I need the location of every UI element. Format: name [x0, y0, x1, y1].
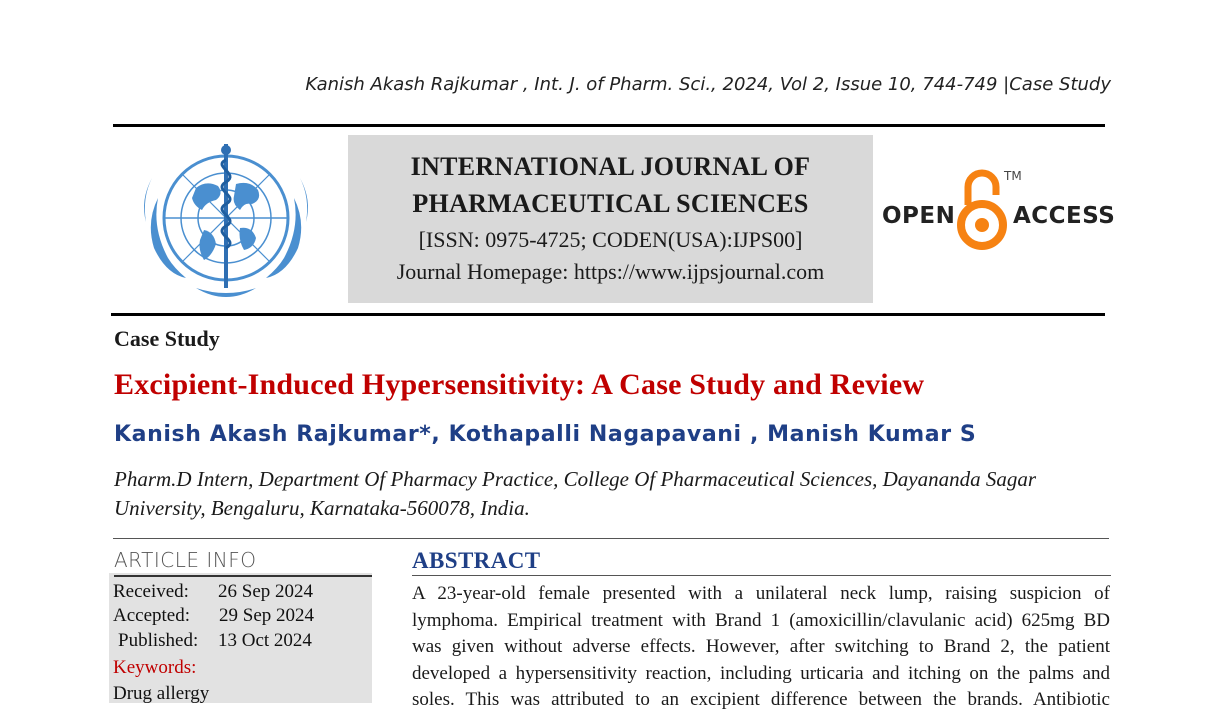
- open-access-tm: TM: [1004, 169, 1022, 183]
- published-row: [118, 630, 312, 652]
- accepted-date: 29 Sep 2024: [219, 605, 314, 626]
- keywords-label: Keywords:: [113, 657, 197, 678]
- header-rule-bottom: [111, 313, 1105, 316]
- abstract-line: A 23-year-old female presented with a unilateral neck lump, raising suspicion of: [412, 583, 1110, 604]
- affiliation-divider: [113, 538, 1109, 539]
- journal-name-line1: INTERNATIONAL JOURNAL OF: [410, 152, 811, 181]
- journal-homepage[interactable]: Journal Homepage: https://www.ijpsjournal.com: [396, 259, 825, 284]
- accepted-row: [113, 605, 314, 627]
- abstract-rule: [412, 575, 1111, 576]
- journal-banner: [348, 135, 873, 303]
- running-head: Kanish Akash Rajkumar , Int. J. of Pharm. Sci., 2024, Vol 2, Issue 10, 744-749 |Case Study: [305, 74, 1111, 95]
- open-access-lock-icon: [956, 167, 1008, 251]
- accepted-label: Accepted:: [113, 605, 191, 626]
- abstract-line: soles. This was attributed to an excipient difference between the brands. Antibiotic: [412, 689, 1110, 710]
- article-section-label: Case Study: [114, 326, 220, 351]
- published-date: 13 Oct 2024: [218, 630, 312, 651]
- abstract-body: [412, 581, 1110, 714]
- received-row: [113, 581, 313, 603]
- received-label: Received:: [113, 581, 189, 602]
- article-info-heading: ARTICLE INFO: [114, 548, 257, 572]
- journal-name-line2: PHARMACEUTICAL SCIENCES: [412, 189, 809, 218]
- article-title: Excipient-Induced Hypersensitivity: A Case Study and Review: [114, 368, 925, 401]
- article-info-rule: [114, 575, 372, 577]
- article-affiliation: Pharm.D Intern, Department Of Pharmacy Practice, College Of Pharmaceutical Sciences, Dayananda Sagar University, Bengaluru, Karnataka-560078, India.: [114, 467, 1037, 520]
- article-authors: Kanish Akash Rajkumar*, Kothapalli Nagapavani , Manish Kumar S: [114, 422, 977, 447]
- published-label: Published:: [118, 630, 199, 651]
- abstract-line: developed a hypersensitivity reaction, including urticaria and itching on the palms and: [412, 662, 1110, 684]
- journal-emblem-logo: [126, 138, 326, 306]
- journal-issn: [ISSN: 0975-4725; CODEN(USA):IJPS00]: [418, 227, 803, 252]
- open-access-open-text: OPEN: [882, 203, 956, 229]
- abstract-line: was given without adverse effects. However, after switching to Brand 2, the patient: [412, 636, 1110, 657]
- abstract-line: lymphoma. Empirical treatment with Brand 1 (amoxicillin/clavulanic acid) 625mg BD: [412, 609, 1110, 631]
- article-info-box: [109, 573, 372, 703]
- abstract-heading: ABSTRACT: [412, 548, 541, 573]
- open-access-access-text: ACCESS: [1013, 203, 1116, 229]
- header-rule-top: [113, 124, 1105, 127]
- received-date: 26 Sep 2024: [218, 581, 313, 602]
- open-access-logo: [880, 165, 1116, 255]
- keyword-item: Drug allergy: [113, 683, 210, 704]
